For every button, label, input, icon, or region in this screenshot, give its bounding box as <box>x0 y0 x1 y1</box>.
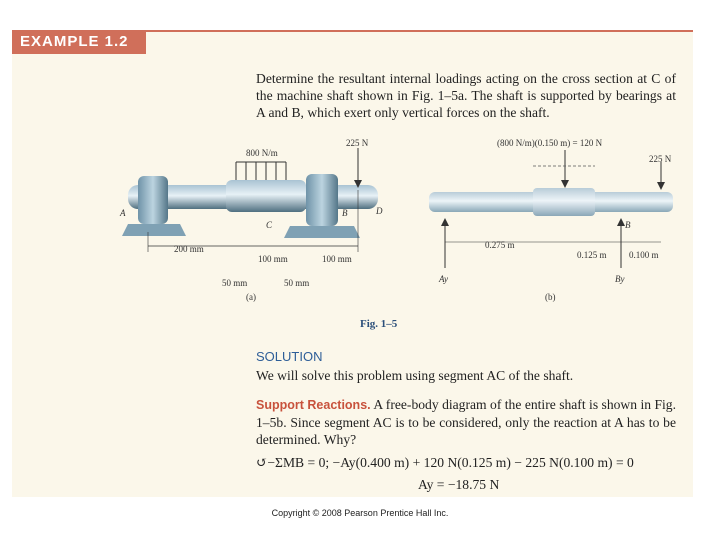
reaction-by-label: By <box>615 274 625 284</box>
bearing-a-base <box>122 224 186 236</box>
copyright-footer: Copyright © 2008 Pearson Prentice Hall Inc. <box>271 508 449 518</box>
figure-caption: Fig. 1–5 <box>360 318 398 330</box>
figure-b-sublabel: (b) <box>545 292 556 302</box>
figure-b-fbd <box>425 136 683 306</box>
fbd-force-225-label: 225 N <box>649 154 672 164</box>
point-d-label: D <box>376 206 383 216</box>
point-a-label: A <box>120 208 126 218</box>
dim-0100-label: 0.100 m <box>629 250 659 260</box>
solution-intro: We will solve this problem using segment AC of the shaft. <box>256 368 574 383</box>
solution-title: SOLUTION <box>256 349 323 364</box>
fbd-collar <box>533 188 595 216</box>
resultant-head <box>561 180 569 188</box>
resultant-label: (800 N/m)(0.150 m) = 120 N <box>497 138 603 148</box>
header-rule <box>146 30 693 32</box>
fbd-force-225-head <box>657 182 665 190</box>
figure-a-shaft <box>118 136 400 306</box>
distributed-load-arrows <box>236 162 286 180</box>
bearing-a <box>138 176 168 224</box>
reaction-by-head <box>617 218 625 226</box>
dim-0275-label: 0.275 m <box>485 240 515 250</box>
problem-statement: Determine the resultant internal loadings acting on the cross section at C of the machine shaft shown in Fig. 1–5a. The shaft is supported by bearings at A and B, which exert only vertical forces on the shaft. <box>256 71 676 120</box>
dim-0125-label: 0.125 m <box>577 250 607 260</box>
point-c-label: C <box>266 220 273 230</box>
support-reactions-text: A free-body diagram of the entire shaft is shown in Fig. 1–5b. Since segment AC is to be considered, only the reaction at A has to be determined. Why? <box>256 397 676 447</box>
dim-50-right-label: 50 mm <box>284 278 310 288</box>
moment-equation: ↺−ΣMB = 0; −Ay(0.400 m) + 120 N(0.125 m) − 225 N(0.100 m) = 0 <box>256 455 634 470</box>
example-tab: EXAMPLE 1.2 <box>12 30 146 54</box>
reaction-ay-head <box>441 218 449 226</box>
bearing-b-base <box>284 226 360 238</box>
dim-200-label: 200 mm <box>174 244 204 254</box>
reaction-result: Ay = −18.75 N <box>418 477 500 492</box>
dim-50-left-label: 50 mm <box>222 278 248 288</box>
shaft-collar <box>226 180 306 212</box>
point-b-label: B <box>342 208 348 218</box>
support-reactions-heading: Support Reactions. <box>256 398 371 412</box>
force-225-label: 225 N <box>346 138 369 148</box>
reaction-ay-label: Ay <box>439 274 448 284</box>
dim-100-left-label: 100 mm <box>258 254 288 264</box>
dim-100-right-label: 100 mm <box>322 254 352 264</box>
fbd-point-b-label: B <box>625 220 631 230</box>
support-reactions-paragraph <box>256 396 676 448</box>
figure-a-sublabel: (a) <box>246 292 256 302</box>
load-label: 800 N/m <box>246 148 278 158</box>
bearing-b <box>306 174 338 226</box>
